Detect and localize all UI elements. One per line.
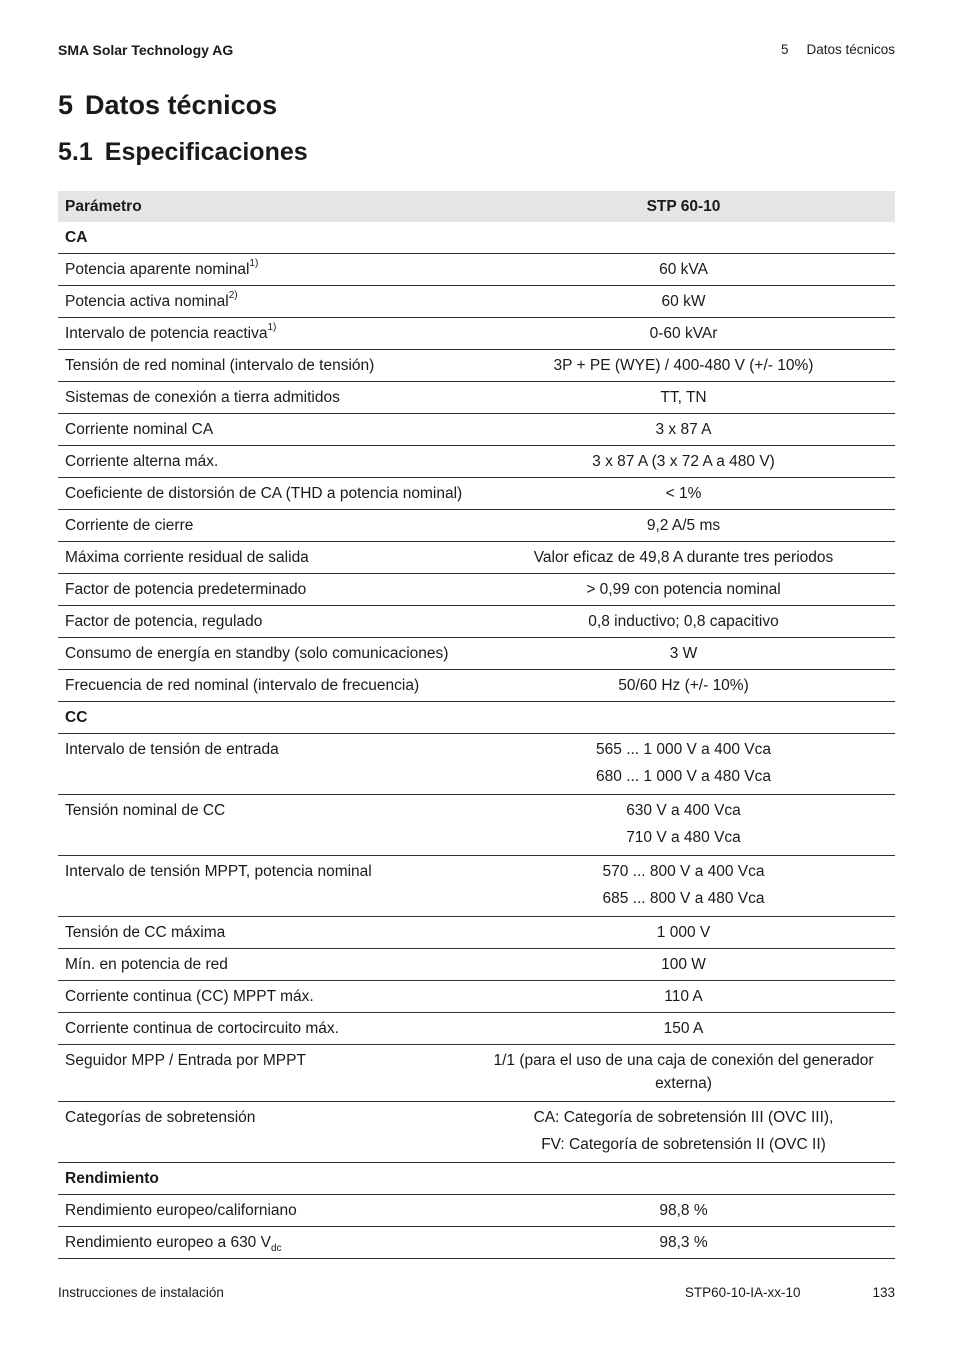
table-row — [58, 1045, 895, 1102]
value-cell: Valor eficaz de 49,8 A durante tres periodos — [472, 542, 895, 574]
column-header-parameter: Parámetro — [58, 191, 472, 222]
table-row — [58, 917, 895, 949]
parameter-cell: Corriente de cierre — [58, 510, 472, 542]
parameter-cell: Intervalo de tensión de entrada — [58, 734, 472, 795]
table-row — [58, 1013, 895, 1045]
table-row — [58, 478, 895, 510]
table-row — [58, 318, 895, 350]
parameter-cell: Intervalo de potencia reactiva$^{1)}$ — [58, 318, 472, 350]
parameter-cell: Potencia aparente nominal$^{1)}$ — [58, 254, 472, 286]
subscript-unit: dc — [270, 1243, 282, 1255]
value-cell: 50/60 Hz (+/- 10%) — [472, 670, 895, 702]
section-number: 5.1 — [58, 138, 93, 166]
value-cell: 0-60 kVAr — [472, 318, 895, 350]
running-section-number: 5 — [780, 42, 789, 57]
company-name: SMA Solar Technology AG — [58, 42, 234, 58]
value-cell: 110 A — [472, 981, 895, 1013]
table-row — [58, 795, 895, 856]
table-row — [58, 949, 895, 981]
table-row — [58, 350, 895, 382]
table-row — [58, 286, 895, 318]
parameter-cell: Consumo de energía en standby (solo comunicaciones) — [58, 638, 472, 670]
table-row — [58, 1227, 895, 1259]
running-section-title — [781, 42, 895, 58]
footer-right — [685, 1285, 895, 1300]
parameter-cell: Rendimiento europeo/californiano — [58, 1195, 472, 1227]
footnote-marker: 1) — [249, 257, 259, 269]
value-line: 680 ... 1 000 V a 480 Vca — [596, 768, 771, 785]
table-row — [58, 542, 895, 574]
parameter-cell: Mín. en potencia de red — [58, 949, 472, 981]
page-number: 133 — [872, 1285, 895, 1300]
parameter-cell: Frecuencia de red nominal (intervalo de frecuencia) — [58, 670, 472, 702]
value-line: CA: Categoría de sobretensión III (OVC III), — [533, 1109, 834, 1126]
value-cell: 3 x 87 A — [472, 414, 895, 446]
table-row — [58, 382, 895, 414]
document-code: STP60-10-IA-xx-10 — [684, 1285, 801, 1300]
value-cell: 1/1 (para el uso de una caja de conexión del generador externa) — [472, 1045, 895, 1102]
table-row — [58, 414, 895, 446]
value-cell: 98,8 % — [472, 1195, 895, 1227]
value-cell: 9,2 A/5 ms — [472, 510, 895, 542]
value-cell — [472, 734, 895, 795]
value-line: 565 ... 1 000 V a 400 Vca — [596, 741, 771, 758]
section-row-ca — [58, 222, 895, 254]
parameter-cell: Categorías de sobretensión — [58, 1102, 472, 1163]
value-cell — [472, 795, 895, 856]
table-row — [58, 606, 895, 638]
table-header-row — [58, 191, 895, 222]
section-label: CA — [58, 222, 895, 254]
parameter-cell: Tensión de red nominal (intervalo de tensión) — [58, 350, 472, 382]
value-cell: 3 W — [472, 638, 895, 670]
parameter-cell: Corriente alterna máx. — [58, 446, 472, 478]
value-line: FV: Categoría de sobretensión II (OVC II) — [541, 1136, 826, 1153]
value-cell: 100 W — [472, 949, 895, 981]
parameter-cell: Intervalo de tensión MPPT, potencia nominal — [58, 856, 472, 917]
table-row — [58, 670, 895, 702]
page-footer — [58, 1285, 895, 1300]
parameter-cell: Factor de potencia, regulado — [58, 606, 472, 638]
section-row-rendimiento — [58, 1163, 895, 1195]
chapter-heading — [58, 90, 277, 121]
value-line: 685 ... 800 V a 480 Vca — [602, 890, 765, 907]
table-row — [58, 574, 895, 606]
running-section-name: Datos técnicos — [806, 42, 895, 57]
parameter-cell: Corriente continua (CC) MPPT máx. — [58, 981, 472, 1013]
page-header — [58, 42, 895, 58]
value-cell: 150 A — [472, 1013, 895, 1045]
parameter-cell: Corriente nominal CA — [58, 414, 472, 446]
table-row — [58, 1195, 895, 1227]
parameter-cell: Seguidor MPP / Entrada por MPPT — [58, 1045, 472, 1102]
specifications-table — [58, 191, 895, 1259]
value-cell: 60 kW — [472, 286, 895, 318]
parameter-cell: Corriente continua de cortocircuito máx. — [58, 1013, 472, 1045]
section-label: CC — [58, 702, 895, 734]
table-row — [58, 510, 895, 542]
value-line: 630 V a 400 Vca — [626, 802, 741, 819]
parameter-cell: Máxima corriente residual de salida — [58, 542, 472, 574]
table-row — [58, 981, 895, 1013]
chapter-number: 5 — [58, 90, 74, 120]
parameter-cell: Rendimiento europeo a 630 $V_{dc}$ — [58, 1227, 472, 1259]
table-row — [58, 734, 895, 795]
parameter-cell: Tensión de CC máxima — [58, 917, 472, 949]
value-cell: > 0,99 con potencia nominal — [472, 574, 895, 606]
value-cell: < 1% — [472, 478, 895, 510]
section-title: Especificaciones — [104, 138, 308, 166]
column-header-model: STP 60-10 — [472, 191, 895, 222]
value-cell: 3P + PE (WYE) / 400-480 V (+/- 10%) — [472, 350, 895, 382]
chapter-title: Datos técnicos — [85, 90, 278, 120]
parameter-cell: Tensión nominal de CC — [58, 795, 472, 856]
table-row — [58, 856, 895, 917]
value-line: 570 ... 800 V a 400 Vca — [602, 863, 765, 880]
section-row-cc — [58, 702, 895, 734]
table-row — [58, 254, 895, 286]
value-cell: 60 kVA — [472, 254, 895, 286]
table-row — [58, 446, 895, 478]
value-cell — [472, 856, 895, 917]
value-cell: TT, TN — [472, 382, 895, 414]
section-heading — [58, 138, 308, 167]
value-cell: 98,3 % — [472, 1227, 895, 1259]
manual-title: Instrucciones de instalación — [58, 1285, 224, 1300]
value-cell: 0,8 inductivo; 0,8 capacitivo — [472, 606, 895, 638]
value-cell — [472, 1102, 895, 1163]
parameter-cell: Factor de potencia predeterminado — [58, 574, 472, 606]
table-row — [58, 1102, 895, 1163]
table-row — [58, 638, 895, 670]
value-line: 710 V a 480 Vca — [626, 829, 741, 846]
footnote-marker: 2) — [228, 289, 238, 301]
parameter-cell: Potencia activa nominal$^{2)}$ — [58, 286, 472, 318]
value-cell: 1 000 V — [472, 917, 895, 949]
parameter-cell: Sistemas de conexión a tierra admitidos — [58, 382, 472, 414]
value-cell: 3 x 87 A (3 x 72 A a 480 V) — [472, 446, 895, 478]
footnote-marker: 1) — [267, 321, 277, 333]
parameter-cell: Coeficiente de distorsión de CA (THD a potencia nominal) — [58, 478, 472, 510]
section-label: Rendimiento — [58, 1163, 895, 1195]
